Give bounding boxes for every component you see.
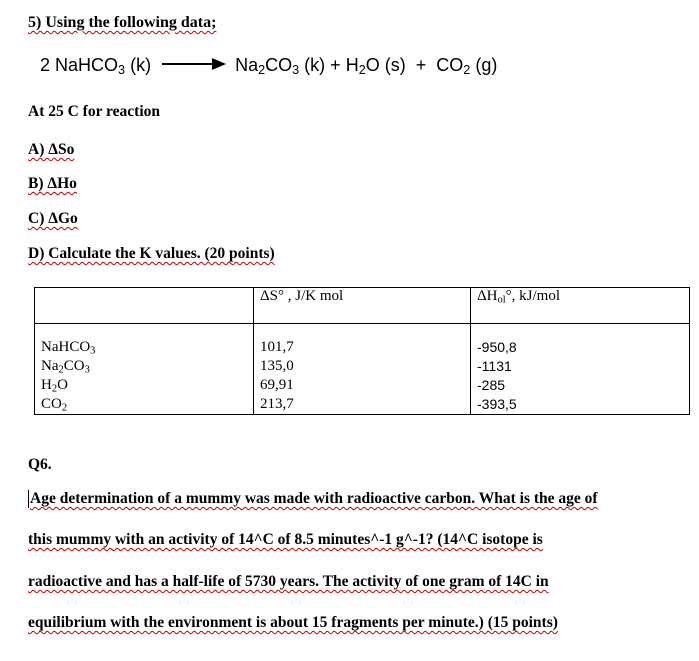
entropy-na2co3: 135,0 [260, 357, 294, 374]
table-spacer-row [35, 324, 690, 338]
table-header-row [35, 288, 690, 324]
enthalpy-na2co3: -1131 [477, 357, 512, 374]
part-b: B) ΔHo [28, 175, 77, 192]
reaction-arrow-icon [162, 63, 224, 65]
entropy-column [254, 338, 471, 415]
part-c: C) ΔGo [28, 210, 78, 227]
compound-co2: $CO_2$ [41, 395, 68, 414]
entropy-co2: 213,7 [260, 395, 294, 412]
part-a: A) ΔSo [28, 141, 75, 158]
reaction-condition: At 25 C for reaction [28, 103, 161, 120]
q6-line-4: equilibrium with the environment is about 15 fragments per minute.) (15 points) [28, 614, 558, 631]
compound-h2o: $H_2O$ [41, 376, 68, 395]
compound-column [35, 338, 254, 415]
q6-heading: Q6. [28, 456, 52, 473]
reaction-equation: 2 NaHCO$_3$ (k) $Na_2CO_3$ $(k) + H_2O$ $(s) + CO_2$ (g) [40, 55, 498, 78]
table-header-enthalpy: $\Delta H_{ol}^\circ$, kJ/mol [471, 288, 690, 324]
compound-nahco3: NaHCO$_3$ [41, 338, 96, 357]
enthalpy-nahco3: -950,8 [477, 338, 517, 355]
table-header-empty [35, 288, 254, 324]
q5-heading: 5) Using the following data; [28, 14, 217, 31]
entropy-nahco3: 101,7 [260, 338, 294, 355]
thermo-data-table [34, 287, 690, 415]
q6-line-1: Age determination of a mummy was made with radioactive carbon. What is the age of [30, 490, 598, 507]
enthalpy-column [471, 338, 690, 415]
table-header-entropy: ΔS° , J/K mol [254, 288, 471, 324]
q6-line-3: radioactive and has a half-life of 5730 years. The activity of one gram of 14C in [28, 573, 549, 590]
q6-line-2: this mummy with an activity of 14^C of 8.5 minutes^-1 g^-1? (14^C isotope is [28, 531, 543, 548]
enthalpy-co2: -393,5 [477, 395, 517, 412]
table-row [35, 338, 690, 415]
part-d: D) Calculate the K values. (20 points) [28, 245, 275, 262]
compound-na2co3: $Na_2CO_3$ [41, 357, 90, 376]
entropy-h2o: 69,91 [260, 376, 294, 393]
enthalpy-h2o: -285 [477, 376, 506, 393]
